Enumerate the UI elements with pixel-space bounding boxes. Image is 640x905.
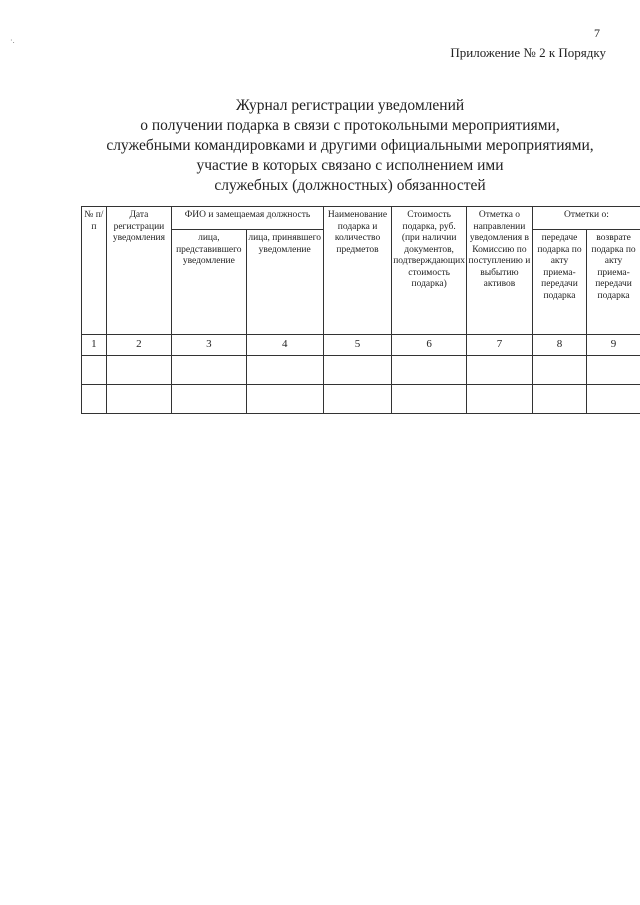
column-number: 1	[82, 335, 107, 356]
page-number: 7	[594, 26, 600, 40]
empty-cell	[392, 385, 467, 414]
empty-cell	[172, 385, 246, 414]
empty-cell	[246, 356, 323, 385]
header-return: возврате подарка по акту приема-передачи подарка	[587, 230, 640, 335]
header-gift-name: Наименование подарка и количество предметов	[323, 207, 391, 335]
gift-journal-table	[81, 206, 640, 414]
empty-cell	[323, 356, 391, 385]
header-number: № п/п	[82, 207, 107, 335]
empty-cell	[467, 356, 533, 385]
title-line: служебных (должностных) обязанностей	[214, 177, 486, 194]
column-number-row	[82, 335, 640, 356]
title-line: о получении подарка в связи с протокольными мероприятиями,	[140, 117, 560, 134]
empty-cell	[532, 356, 586, 385]
empty-cell	[532, 385, 586, 414]
scan-speck: ·.	[10, 36, 15, 45]
header-row-top	[82, 207, 640, 230]
empty-cell	[82, 385, 107, 414]
empty-row	[82, 356, 640, 385]
column-number: 7	[467, 335, 533, 356]
column-number: 4	[246, 335, 323, 356]
empty-cell	[587, 385, 640, 414]
header-fio-group: ФИО и замещаемая должность	[172, 207, 324, 230]
empty-cell	[106, 385, 171, 414]
empty-cell	[106, 356, 171, 385]
column-number: 3	[172, 335, 246, 356]
column-number: 2	[106, 335, 171, 356]
empty-cell	[467, 385, 533, 414]
empty-cell	[323, 385, 391, 414]
header-fio-received: лица, принявшего уведомление	[246, 230, 323, 335]
header-commission-mark: Отметка о направлении уведомления в Комиссию по поступлению и выбытию активов	[467, 207, 533, 335]
title-line: участие в которых связано с исполнением ими	[196, 157, 504, 174]
empty-cell	[246, 385, 323, 414]
header-fio-submitted: лица, представившего уведомление	[172, 230, 246, 335]
empty-cell	[587, 356, 640, 385]
journal-title	[70, 96, 630, 196]
empty-cell	[82, 356, 107, 385]
column-number: 9	[587, 335, 640, 356]
header-marks-group: Отметки о:	[532, 207, 640, 230]
column-number: 8	[532, 335, 586, 356]
column-number: 6	[392, 335, 467, 356]
appendix-label: Приложение № 2 к Порядку	[450, 45, 606, 60]
header-gift-cost: Стоимость подарка, руб. (при наличии документов, подтверждающих стоимость подарка)	[392, 207, 467, 335]
column-number: 5	[323, 335, 391, 356]
empty-cell	[172, 356, 246, 385]
empty-row	[82, 385, 640, 414]
header-transfer: передаче подарка по акту приема-передачи подарка	[532, 230, 586, 335]
header-registration-date: Дата регистрации уведомления	[106, 207, 171, 335]
title-line: служебными командировками и другими официальными мероприятиями,	[106, 137, 594, 154]
empty-cell	[392, 356, 467, 385]
title-line: Журнал регистрации уведомлений	[235, 97, 465, 114]
